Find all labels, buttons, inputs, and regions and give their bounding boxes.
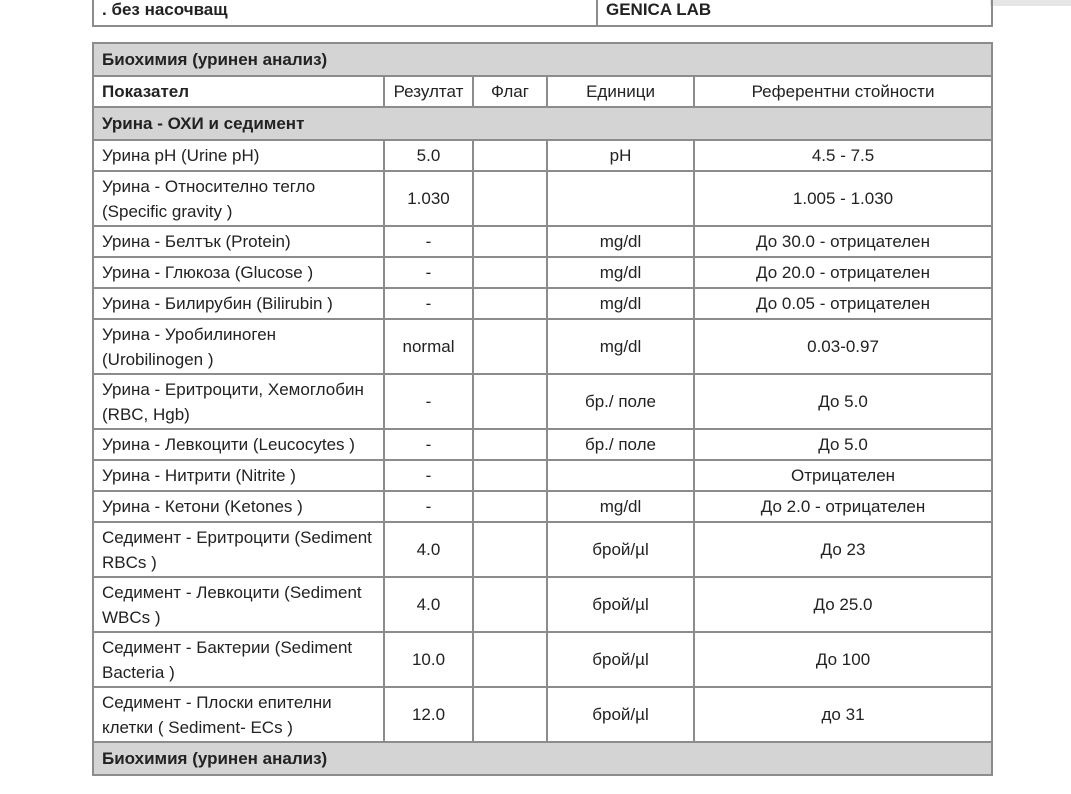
parameter-cell: Седимент - Еритроцити (Sediment RBCs ) (93, 522, 384, 577)
table-row (93, 171, 992, 226)
flag-cell (473, 429, 547, 460)
table-row (93, 319, 992, 374)
result-cell: - (384, 429, 473, 460)
lab-info-table (92, 0, 993, 27)
table-row (93, 257, 992, 288)
flag-cell (473, 319, 547, 374)
lab-name-cell: GENICA LAB (597, 0, 992, 26)
result-cell: - (384, 460, 473, 491)
unit-cell: брой/µl (547, 522, 694, 577)
section-title: Биохимия (уринен анализ) (93, 43, 992, 76)
reference-cell: До 100 (694, 632, 992, 687)
flag-cell (473, 687, 547, 742)
unit-cell: mg/dl (547, 319, 694, 374)
table-row (93, 632, 992, 687)
flag-cell (473, 171, 547, 226)
reference-cell: До 30.0 - отрицателен (694, 226, 992, 257)
parameter-cell: Седимент - Плоски епителни клетки ( Sediment- ECs ) (93, 687, 384, 742)
flag-cell (473, 632, 547, 687)
column-header-units: Единици (547, 76, 694, 107)
results-table (92, 42, 993, 776)
reference-cell: До 2.0 - отрицателен (694, 491, 992, 522)
column-header-row (93, 76, 992, 107)
parameter-cell: Урина - Нитрити (Nitrite ) (93, 460, 384, 491)
result-cell: 12.0 (384, 687, 473, 742)
unit-cell: mg/dl (547, 257, 694, 288)
result-cell: - (384, 226, 473, 257)
table-row (93, 374, 992, 429)
result-cell: 10.0 (384, 632, 473, 687)
table-row (93, 491, 992, 522)
flag-cell (473, 577, 547, 632)
unit-cell: бр./ поле (547, 429, 694, 460)
reference-cell: 0.03-0.97 (694, 319, 992, 374)
reference-cell: До 25.0 (694, 577, 992, 632)
parameter-cell: Урина - Относително тегло (Specific gravity ) (93, 171, 384, 226)
reference-cell: Отрицателен (694, 460, 992, 491)
table-row (93, 140, 992, 171)
flag-cell (473, 288, 547, 319)
next-section-header (93, 742, 992, 775)
parameter-cell: Урина - Левкоцити (Leucocytes ) (93, 429, 384, 460)
flag-cell (473, 257, 547, 288)
referral-cell: . без насочващ (93, 0, 597, 26)
flag-cell (473, 374, 547, 429)
result-cell: - (384, 288, 473, 319)
result-cell: 1.030 (384, 171, 473, 226)
table-row (93, 226, 992, 257)
unit-cell: брой/µl (547, 577, 694, 632)
unit-cell: mg/dl (547, 288, 694, 319)
reference-cell: До 5.0 (694, 429, 992, 460)
unit-cell: mg/dl (547, 226, 694, 257)
reference-cell: До 20.0 - отрицателен (694, 257, 992, 288)
table-row (93, 577, 992, 632)
column-header-flag: Флаг (473, 76, 547, 107)
flag-cell (473, 460, 547, 491)
parameter-cell: Урина - Кетони (Ketones ) (93, 491, 384, 522)
parameter-cell: Урина - Глюкоза (Glucose ) (93, 257, 384, 288)
column-header-parameter: Показател (93, 76, 384, 107)
page-edge (990, 0, 1071, 6)
flag-cell (473, 491, 547, 522)
next-section-title: Биохимия (уринен анализ) (93, 742, 992, 775)
reference-cell: до 31 (694, 687, 992, 742)
result-cell: 5.0 (384, 140, 473, 171)
lab-info-row (93, 0, 992, 26)
unit-cell: брой/µl (547, 632, 694, 687)
parameter-cell: Урина - Еритроцити, Хемоглобин (RBC, Hgb) (93, 374, 384, 429)
unit-cell: брой/µl (547, 687, 694, 742)
parameter-cell: Урина - Уробилиноген (Urobilinogen ) (93, 319, 384, 374)
unit-cell: mg/dl (547, 491, 694, 522)
table-row (93, 460, 992, 491)
table-row (93, 522, 992, 577)
result-cell: - (384, 374, 473, 429)
flag-cell (473, 140, 547, 171)
result-cell: - (384, 491, 473, 522)
table-row (93, 687, 992, 742)
parameter-cell: Седимент - Бактерии (Sediment Bacteria ) (93, 632, 384, 687)
parameter-cell: Урина - Билирубин (Bilirubin ) (93, 288, 384, 319)
parameter-cell: Урина pH (Urine pH) (93, 140, 384, 171)
section-header (93, 43, 992, 76)
unit-cell: бр./ поле (547, 374, 694, 429)
unit-cell (547, 460, 694, 491)
group-header (93, 107, 992, 140)
table-row (93, 288, 992, 319)
reference-cell: 1.005 - 1.030 (694, 171, 992, 226)
reference-cell: 4.5 - 7.5 (694, 140, 992, 171)
unit-cell (547, 171, 694, 226)
table-row (93, 429, 992, 460)
flag-cell (473, 226, 547, 257)
result-cell: normal (384, 319, 473, 374)
column-header-reference: Референтни стойности (694, 76, 992, 107)
parameter-cell: Седимент - Левкоцити (Sediment WBCs ) (93, 577, 384, 632)
reference-cell: До 23 (694, 522, 992, 577)
reference-cell: До 5.0 (694, 374, 992, 429)
reference-cell: До 0.05 - отрицателен (694, 288, 992, 319)
group-title: Урина - ОХИ и седимент (93, 107, 992, 140)
result-cell: 4.0 (384, 522, 473, 577)
result-cell: - (384, 257, 473, 288)
unit-cell: pH (547, 140, 694, 171)
column-header-result: Резултат (384, 76, 473, 107)
flag-cell (473, 522, 547, 577)
parameter-cell: Урина - Белтък (Protein) (93, 226, 384, 257)
result-cell: 4.0 (384, 577, 473, 632)
